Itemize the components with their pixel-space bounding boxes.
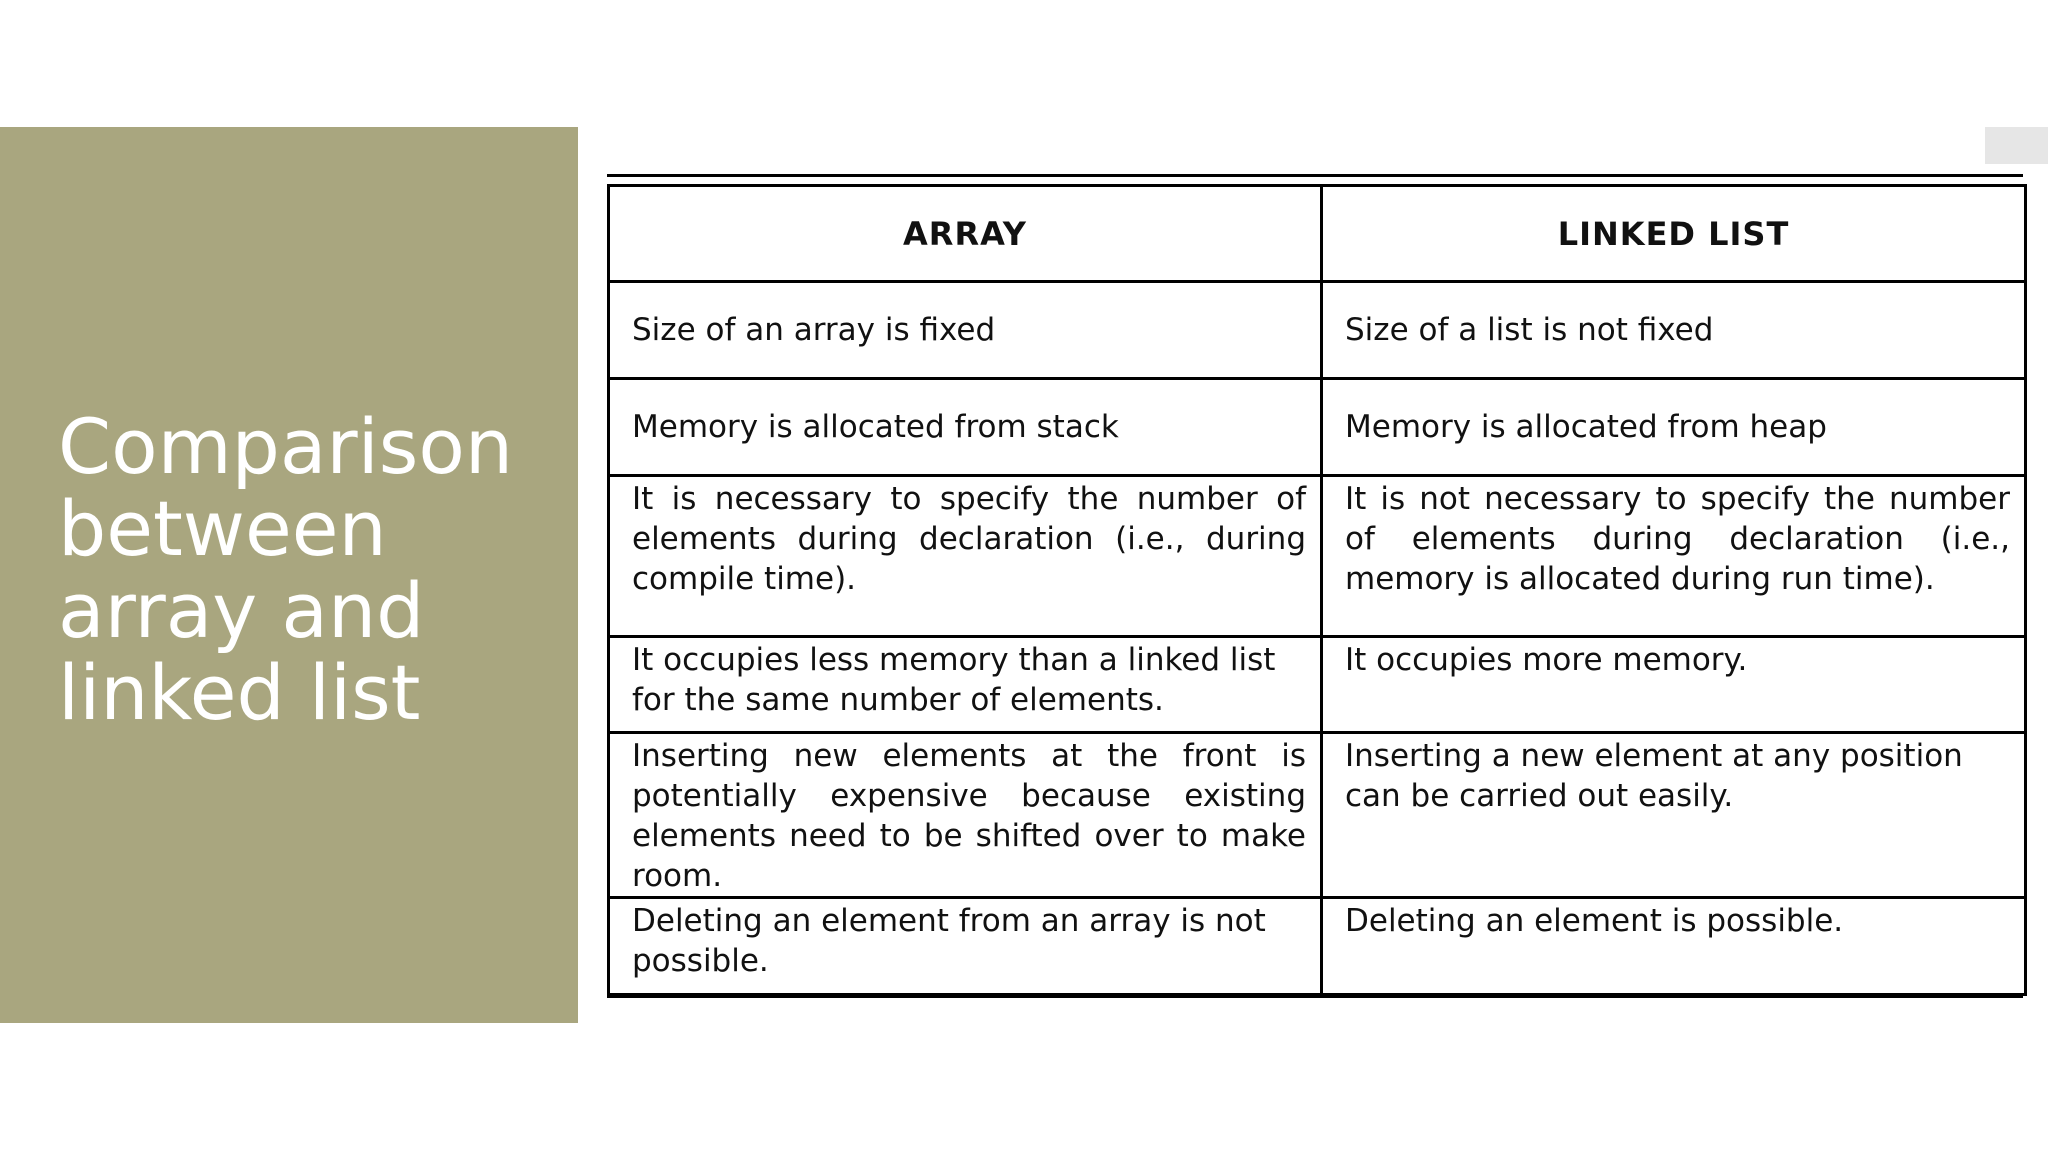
cell-array-insertion: Inserting new elements at the front is potentially expensive because existing elements need to be shifted over to make room. — [609, 733, 1322, 898]
table-row — [609, 637, 2026, 733]
cell-array-size: Size of an array is fixed — [609, 282, 1322, 379]
cell-list-declaration: It is not necessary to specify the number of elements during declaration (i.e., memory is allocated during run time). — [1322, 476, 2026, 637]
table-row — [609, 476, 2026, 637]
cell-array-occupancy: It occupies less memory than a linked list for the same number of elements. — [609, 637, 1322, 733]
comparison-table — [607, 184, 2027, 996]
cell-array-memory: Memory is allocated from stack — [609, 379, 1322, 476]
table-row — [609, 733, 2026, 898]
cell-list-occupancy: It occupies more memory. — [1322, 637, 2026, 733]
slide-title: Comparison between array and linked list — [58, 402, 514, 737]
table-row — [609, 379, 2026, 476]
corner-tab — [1985, 127, 2048, 164]
header-linked-list: LINKED LIST — [1322, 186, 2026, 282]
table-row — [609, 898, 2026, 995]
header-array: ARRAY — [609, 186, 1322, 282]
cell-array-declaration: It is necessary to specify the number of elements during declaration (i.e., during compile time). — [609, 476, 1322, 637]
cell-list-deletion: Deleting an element is possible. — [1322, 898, 2026, 995]
table-header-row — [609, 186, 2026, 282]
cell-list-size: Size of a list is not fixed — [1322, 282, 2026, 379]
cell-array-deletion: Deleting an element from an array is not possible. — [609, 898, 1322, 995]
cell-list-memory: Memory is allocated from heap — [1322, 379, 2026, 476]
cell-list-insertion: Inserting a new element at any position can be carried out easily. — [1322, 733, 2026, 898]
table-row — [609, 282, 2026, 379]
title-panel-notch — [570, 127, 578, 167]
